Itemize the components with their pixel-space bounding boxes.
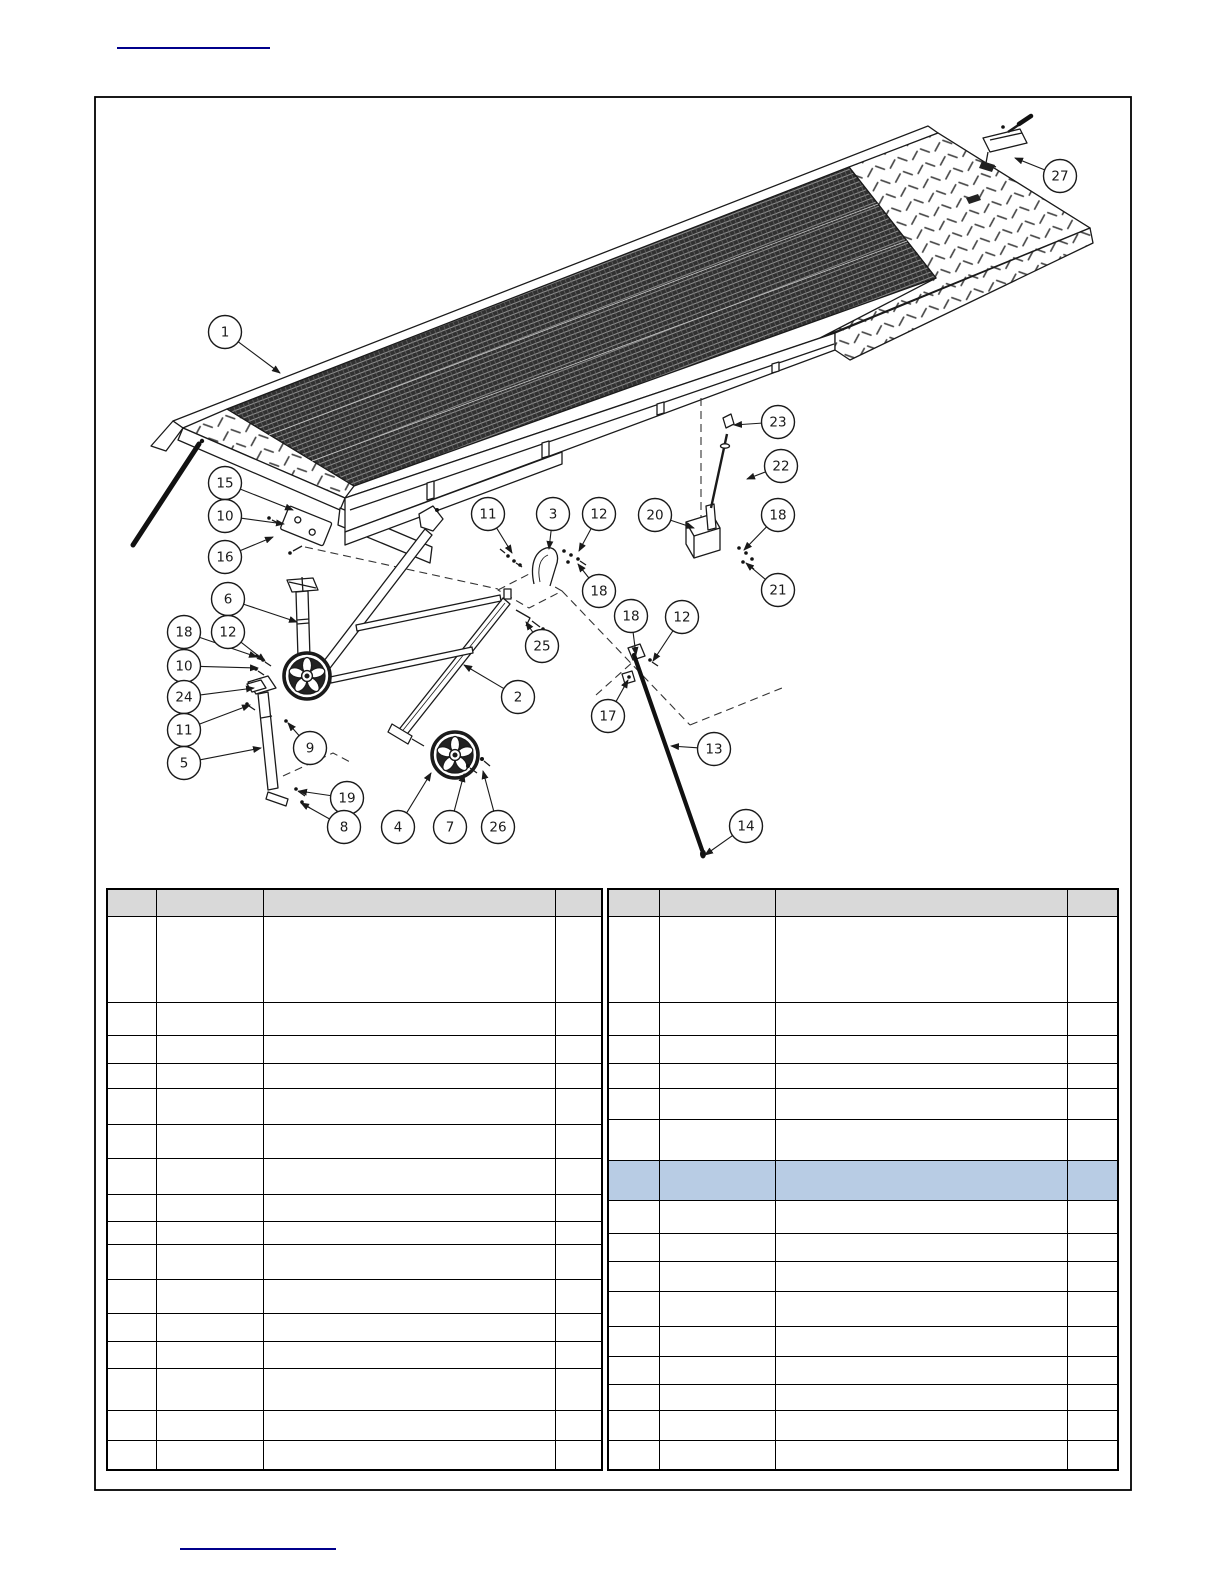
callout-balloon-10 [209, 500, 285, 533]
leader-line [746, 563, 765, 579]
table-row [108, 1195, 601, 1222]
table-row-cell [556, 1314, 601, 1341]
table-row-cell [776, 1120, 1069, 1160]
table-row-cell [264, 1441, 557, 1469]
table-row-cell [1068, 917, 1117, 1002]
table-row-cell [108, 1222, 157, 1244]
table-row-cell [264, 1036, 557, 1063]
table-row-cell [108, 1441, 157, 1469]
table-row-cell [556, 1003, 601, 1035]
balloon-number: 19 [338, 790, 356, 807]
table-row [609, 1064, 1117, 1089]
pump-handle-grip [723, 414, 734, 428]
table-row-cell [157, 1369, 264, 1410]
table-header-row-cell [1068, 890, 1117, 916]
wheel-rear [432, 732, 478, 778]
table-row-cell [776, 1411, 1069, 1440]
table-row-cell [108, 1369, 157, 1410]
leader-line [199, 705, 250, 724]
table-row-cell [660, 1327, 776, 1356]
table-row-cell [776, 1327, 1069, 1356]
table-row [108, 1314, 601, 1342]
highlighted-table-row-cell [660, 1161, 776, 1200]
balloon-number: 15 [216, 475, 234, 492]
table-row [609, 1327, 1117, 1357]
table-row-cell [609, 1292, 660, 1326]
table-row-cell [264, 1195, 557, 1221]
table-row-cell [264, 1089, 557, 1124]
table-row [609, 1089, 1117, 1120]
leader-line [747, 472, 766, 479]
balloon-number: 10 [216, 508, 234, 525]
leader-line [241, 642, 265, 661]
table-row [108, 1222, 601, 1245]
table-row-cell [660, 917, 776, 1002]
leader-line [705, 836, 733, 855]
table-row-cell [660, 1120, 776, 1160]
balloon-number: 8 [339, 819, 349, 836]
table-row-cell [1068, 1089, 1117, 1119]
table-row-cell [556, 1159, 601, 1194]
balloon-number: 18 [769, 507, 787, 524]
table-row-cell [108, 917, 157, 1002]
table-row-cell [264, 1369, 557, 1410]
table-row-cell [660, 1262, 776, 1291]
table-row [108, 917, 601, 1003]
table-row [108, 1245, 601, 1280]
balloon-number: 25 [533, 638, 551, 655]
balloon-number: 18 [590, 583, 608, 600]
callout-balloon-5 [168, 747, 262, 780]
callout-balloon-9 [288, 723, 327, 765]
leader-line [301, 803, 330, 819]
table-row-cell [157, 1036, 264, 1063]
highlighted-table-row-cell [1068, 1161, 1117, 1200]
parts-table-left [106, 888, 603, 1471]
table-row-cell [556, 1064, 601, 1088]
table-row [609, 1120, 1117, 1161]
table-row-cell [776, 1357, 1069, 1384]
table-row-cell [556, 1125, 601, 1158]
table-row [108, 1089, 601, 1125]
table-row-cell [609, 1064, 660, 1088]
table-row-cell [108, 1036, 157, 1063]
table-row-cell [776, 1003, 1069, 1035]
balloon-number: 13 [705, 741, 723, 758]
balloon-number: 21 [769, 582, 787, 599]
balloon-number: 11 [175, 722, 193, 739]
table-row-cell [108, 1159, 157, 1194]
table-row-cell [556, 1036, 601, 1063]
table-row [108, 1441, 601, 1469]
table-row-cell [264, 1064, 557, 1088]
table-row [108, 1036, 601, 1064]
balloon-number: 2 [513, 689, 523, 706]
table-row-cell [609, 1201, 660, 1233]
callout-balloon-10 [168, 650, 259, 683]
table-row [609, 1357, 1117, 1385]
table-row-cell [1068, 1201, 1117, 1233]
table-row [108, 1003, 601, 1036]
table-row-cell [609, 1003, 660, 1035]
table-row-cell [1068, 1327, 1117, 1356]
table-row [609, 917, 1117, 1003]
balloon-number: 12 [590, 506, 608, 523]
table-row-cell [556, 1280, 601, 1313]
table-row [609, 1262, 1117, 1292]
tow-bar-pin [200, 439, 204, 443]
table-row-cell [776, 917, 1069, 1002]
balloon-number: 20 [646, 507, 664, 524]
table-row [108, 1369, 601, 1411]
leader-line [526, 622, 533, 632]
table-row-cell [556, 1195, 601, 1221]
table-row-cell [157, 1125, 264, 1158]
bracket-bolt [267, 516, 271, 520]
balloon-number: 14 [737, 818, 755, 835]
table-row-cell [157, 1280, 264, 1313]
table-header-row-cell [776, 890, 1069, 916]
table-row-cell [1068, 1357, 1117, 1384]
table-row-cell [660, 1357, 776, 1384]
table-header-row-cell [660, 890, 776, 916]
table-row-cell [1068, 1441, 1117, 1469]
table-row-cell [157, 1159, 264, 1194]
table-row-cell [609, 1234, 660, 1261]
table-row-cell [660, 1441, 776, 1469]
callout-balloon-18 [744, 499, 795, 551]
table-row [609, 1036, 1117, 1064]
table-row-cell [660, 1411, 776, 1440]
balloon-number: 16 [216, 549, 234, 566]
table-row-cell [776, 1441, 1069, 1469]
callout-balloon-11 [472, 498, 513, 554]
table-row [108, 1411, 601, 1441]
leader-line [579, 529, 591, 551]
leader-line [240, 489, 293, 510]
table-row-cell [264, 1222, 557, 1244]
balloon-number: 23 [769, 414, 787, 431]
balloon-number: 22 [772, 458, 790, 475]
balloon-number: 4 [393, 819, 403, 836]
table-row-cell [556, 917, 601, 1002]
callout-balloon-12 [653, 601, 699, 662]
table-row-cell [264, 1411, 557, 1440]
balloon-number: 18 [175, 624, 193, 641]
table-row-cell [609, 1441, 660, 1469]
table-row-cell [1068, 1003, 1117, 1035]
callout-balloon-7 [434, 774, 467, 844]
callout-balloon-21 [746, 563, 795, 607]
bracket-bolt [293, 546, 302, 551]
table-row-cell [157, 1222, 264, 1244]
table-row-cell [660, 1201, 776, 1233]
leader-line [244, 604, 297, 622]
balloon-number: 27 [1051, 168, 1069, 185]
balloon-number: 5 [179, 755, 189, 772]
support-leg-front [287, 577, 318, 658]
mounting-bracket [280, 506, 332, 546]
balloon-number: 6 [223, 591, 233, 608]
table-row-cell [157, 917, 264, 1002]
leader-line [200, 748, 261, 760]
balloon-number: 1 [220, 324, 230, 341]
table-row-cell [1068, 1411, 1117, 1440]
table-header-row-cell [556, 890, 601, 916]
table-row-cell [157, 1245, 264, 1279]
tow-bar [133, 444, 199, 545]
table-header-row-cell [157, 890, 264, 916]
wall-stiffener [772, 362, 779, 373]
callout-balloon-3 [537, 498, 570, 550]
table-row-cell [609, 1262, 660, 1291]
table-row-cell [660, 1036, 776, 1063]
table-row-cell [776, 1201, 1069, 1233]
ramp-drawing [133, 116, 1093, 859]
leader-line [1015, 158, 1045, 170]
table-row [108, 1064, 601, 1089]
table-row-cell [556, 1342, 601, 1368]
table-row-cell [556, 1369, 601, 1410]
table-row [609, 1292, 1117, 1327]
callout-balloon-18 [578, 564, 616, 608]
table-row-cell [660, 1292, 776, 1326]
table-row-cell [556, 1411, 601, 1440]
leader-line [483, 771, 494, 811]
table-header-row [108, 890, 601, 917]
table-row-cell [108, 1089, 157, 1124]
leader-line [288, 723, 299, 736]
table-row-cell [1068, 1234, 1117, 1261]
callout-balloon-4 [382, 773, 432, 844]
balloon-number: 12 [219, 624, 237, 641]
callout-balloon-26 [482, 771, 515, 844]
beam-pin [504, 589, 511, 599]
table-row-cell [108, 1342, 157, 1368]
table-row-cell [660, 1064, 776, 1088]
table-header-row-cell [609, 890, 660, 916]
wheel-bolt [466, 764, 470, 768]
callout-balloon-16 [209, 537, 274, 574]
table-row-cell [1068, 1385, 1117, 1410]
beam-bracket [516, 610, 530, 626]
table-row-cell [264, 1003, 557, 1035]
table-row [108, 1280, 601, 1314]
table-row-cell [556, 1245, 601, 1279]
leader-line [241, 518, 284, 524]
table-row [609, 1385, 1117, 1411]
table-row [609, 1003, 1117, 1036]
leader-line [240, 537, 273, 551]
leader-line [744, 527, 767, 550]
table-row-cell [556, 1089, 601, 1124]
connecting-rod [622, 644, 706, 859]
table-row-cell [1068, 1262, 1117, 1291]
table-row-cell [660, 1003, 776, 1035]
balloon-number: 26 [489, 819, 507, 836]
table-row [108, 1159, 601, 1195]
callout-balloon-12 [579, 498, 616, 552]
table-row-cell [660, 1385, 776, 1410]
table-row-cell [556, 1441, 601, 1469]
table-row-cell [264, 1245, 557, 1279]
balloon-number: 11 [479, 506, 497, 523]
table-row-cell [157, 1314, 264, 1341]
callout-balloon-12 [212, 616, 266, 662]
leader-line [238, 342, 280, 373]
leader-line [407, 773, 431, 813]
balloon-number: 12 [673, 609, 691, 626]
table-row [609, 1441, 1117, 1469]
table-row-cell [157, 1003, 264, 1035]
balloon-number: 17 [599, 708, 617, 725]
table-row-cell [1068, 1292, 1117, 1326]
table-row-cell [1068, 1120, 1117, 1160]
table-row-cell [609, 1327, 660, 1356]
table-row-cell [264, 1125, 557, 1158]
leader-line [549, 530, 551, 549]
wall-stiffener [542, 441, 549, 458]
table-row [609, 1411, 1117, 1441]
highlighted-table-row-cell [776, 1161, 1069, 1200]
table-row-cell [108, 1064, 157, 1088]
table-row-cell [264, 1342, 557, 1368]
callout-balloon-13 [671, 733, 731, 766]
table-row-cell [776, 1262, 1069, 1291]
wall-stiffener [657, 402, 664, 415]
table-row [609, 1201, 1117, 1234]
table-row-cell [157, 1064, 264, 1088]
wheel-bolt [480, 757, 484, 761]
callout-balloon-22 [747, 450, 798, 483]
callout-balloon-19 [299, 782, 364, 815]
table-row-cell [108, 1195, 157, 1221]
table-row-cell [108, 1245, 157, 1279]
table-header-row-cell [264, 890, 557, 916]
table-row-cell [660, 1089, 776, 1119]
balloon-number: 7 [445, 819, 455, 836]
table-row-cell [609, 1036, 660, 1063]
balloon-number: 18 [622, 608, 640, 625]
table-header-row-cell [108, 890, 157, 916]
table-row-cell [264, 1159, 557, 1194]
callout-balloon-2 [464, 665, 535, 714]
table-row-cell [264, 917, 557, 1002]
table-row-cell [157, 1089, 264, 1124]
table-row-cell [776, 1089, 1069, 1119]
wall-stiffener [427, 481, 434, 500]
clamp-bracket [500, 548, 586, 586]
table-row-cell [609, 1357, 660, 1384]
table-row-cell [609, 1120, 660, 1160]
table-row-cell [157, 1195, 264, 1221]
table-row-cell [157, 1441, 264, 1469]
leader-line [671, 746, 698, 748]
latch-assembly [979, 116, 1031, 172]
balloon-number: 3 [548, 506, 558, 523]
leader-line [497, 528, 512, 553]
table-row-cell [264, 1280, 557, 1313]
hydraulic-pump [686, 414, 754, 569]
parts-table-right [607, 888, 1119, 1471]
leader-line [616, 680, 628, 702]
leader-line [734, 423, 762, 425]
leader-line [200, 666, 258, 668]
table-row-cell [1068, 1036, 1117, 1063]
callout-balloon-14 [705, 810, 763, 856]
callout-balloon-17 [592, 680, 629, 733]
highlighted-table-row [609, 1161, 1117, 1201]
table-row [108, 1125, 601, 1159]
leader-line [464, 665, 504, 689]
table-row [609, 1234, 1117, 1262]
callout-balloon-23 [734, 406, 795, 439]
table-header-row [609, 890, 1117, 917]
table-row-cell [264, 1314, 557, 1341]
table-row-cell [157, 1411, 264, 1440]
table-row-cell [1068, 1064, 1117, 1088]
table-row-cell [776, 1385, 1069, 1410]
table-row-cell [108, 1280, 157, 1313]
highlighted-table-row-cell [609, 1161, 660, 1200]
table-row-cell [776, 1064, 1069, 1088]
table-row-cell [108, 1125, 157, 1158]
leader-line [653, 631, 673, 661]
table-row-cell [108, 1003, 157, 1035]
table-row-cell [609, 1411, 660, 1440]
table-row-cell [776, 1036, 1069, 1063]
frame-arm [317, 529, 432, 676]
table-row [108, 1342, 601, 1369]
leader-line [578, 564, 589, 578]
balloon-number: 10 [175, 658, 193, 675]
table-row-cell [776, 1292, 1069, 1326]
ramp-left-tip [151, 421, 183, 451]
table-row-cell [157, 1342, 264, 1368]
leg-foot [266, 792, 288, 806]
table-row-cell [556, 1222, 601, 1244]
balloon-number: 9 [305, 740, 315, 757]
table-row-cell [609, 917, 660, 1002]
balloon-number: 24 [175, 689, 193, 706]
table-row-cell [609, 1089, 660, 1119]
table-row-cell [609, 1385, 660, 1410]
wheel-front [284, 653, 330, 699]
leader-line [200, 688, 254, 695]
table-row-cell [776, 1234, 1069, 1261]
table-row-cell [108, 1411, 157, 1440]
table-row-cell [108, 1314, 157, 1341]
table-row-cell [660, 1234, 776, 1261]
callout-balloon-1 [209, 316, 281, 374]
bracket-bolt [288, 551, 292, 555]
